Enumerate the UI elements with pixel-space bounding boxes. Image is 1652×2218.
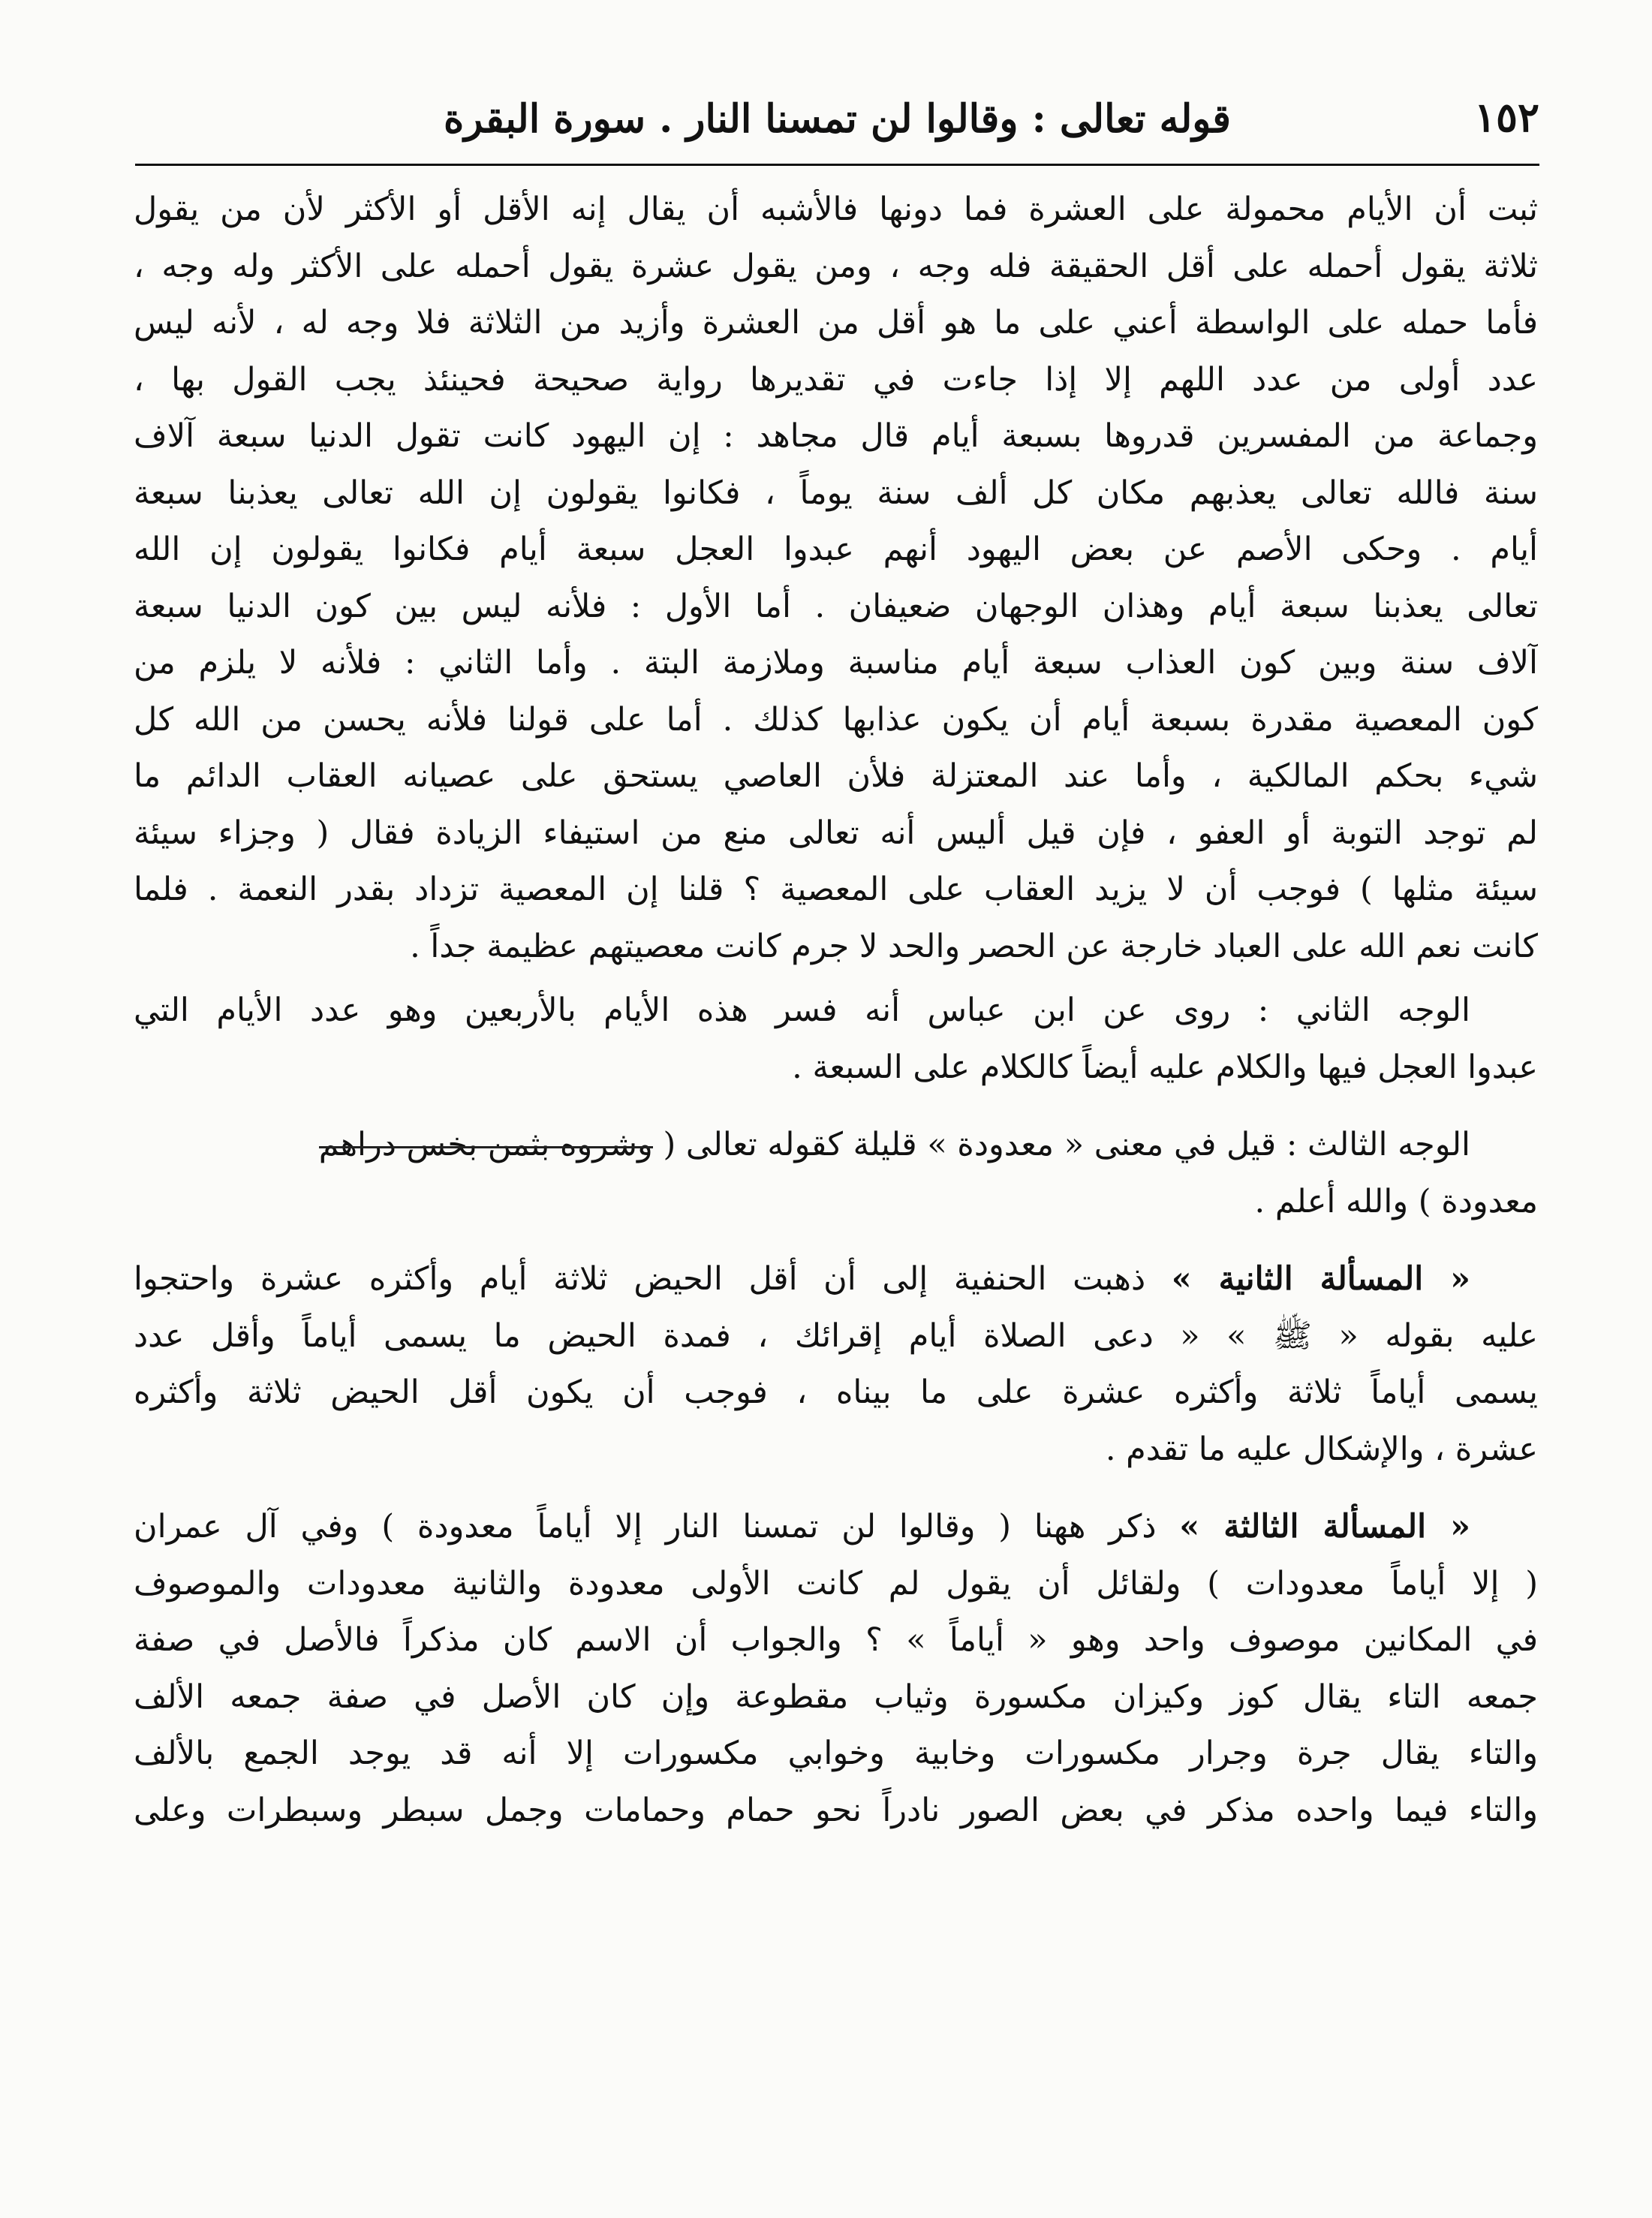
text-line: الوجه الثاني : روى عن ابن عباس أنه فسر هذه الأيام بالأربعين وهو عدد الأيام التي [134,992,1470,1029]
text-line: وجماعة من المفسرين قدروها بسبعة أيام قال مجاهد : إن اليهود كانت تقول الدنيا سبعة آلاف [134,417,1538,455]
section-marker: « المسألة الثالثة » [1179,1508,1470,1545]
running-title: قوله تعالى : وقالوا لن تمسنا النار . سورة البقرة [443,96,1232,142]
text-line [134,1117,1538,1174]
text-line: والتاء فيما واحده مذكر في بعض الصور نادراً نحو حمام وحمامات وجمل سبطر وسبطرات وعلى [134,1791,1538,1829]
text-line [134,1499,1538,1556]
text-line: جمعه التاء يقال كوز وكيزان مكسورة وثياب مقطوعة وإن كان الأصل في صفة جمعه الألف [134,1678,1538,1716]
paragraph-3 [134,1117,1538,1230]
text-line: عدد أولى من عدد اللهم إلا إذا جاءت في تقديرها رواية صحيحة فحينئذ يجب القول بها ، [134,360,1538,399]
text-line: شيء بحكم المالكية ، وأما عند المعتزلة فلأن العاصي يستحق على عصيانه العقاب الدائم ما [134,757,1538,795]
paragraph-5 [134,1499,1538,1839]
text-line: فأما حمله على الواسطة أعني على ما هو أقل من العشرة وأزيد من الثلاثة فلا وجه له ، لأنه ليس [134,304,1538,342]
page-body [134,182,1538,2203]
text-line: تعالى يعذبنا سبعة أيام وهذان الوجهان ضعيفان . أما الأول : فلأنه ليس بين كون الدنيا سبعة [134,587,1538,625]
text-line: ( إلا أياماً معدودات ) ولقائل أن يقول لم كانت الأولى معدودة والثانية معدودات والموصوف [134,1564,1538,1603]
text-line: سنة فالله تعالى يعذبهم مكان كل ألف سنة يوماً ، فكانوا يقولون إن الله تعالى يعذبنا سبعة [134,474,1538,512]
section-marker: « المسألة الثانية » [1171,1260,1470,1298]
text-line: عبدوا العجل فيها والكلام عليه أيضاً كالكلام على السبعة . [792,1048,1538,1086]
text-line: كون المعصية مقدرة بسبعة أيام أن يكون عذابها كذلك . أما على قولنا فلأنه يحسن من الله كل [134,700,1538,739]
page-number: ١٥٢ [1473,93,1539,141]
paragraph-4 [134,1251,1538,1478]
line-rest: ذهبت الحنفية إلى أن أقل الحيض ثلاثة أيام وأكثره عشرة واحتجوا [134,1260,1172,1298]
paragraph-2 [134,983,1538,1096]
text-line: آلاف سنة وبين كون العذاب سبعة أيام مناسبة وملازمة البتة . وأما الثاني : فلأنه لا يلزم من [134,644,1538,682]
struck-text: وشروه بثمن بخس دراهم [318,1126,653,1163]
text-line: عشرة ، والإشكال عليه ما تقدم . [1105,1430,1538,1468]
text-line: ثلاثة يقول أحمله على أقل الحقيقة فله وجه ، ومن يقول عشرة يقول أحمله على الأكثر وله وجه ، [134,247,1538,285]
text-line: أيام . وحكى الأصم عن بعض اليهود أنهم عبدوا العجل سبعة أيام فكانوا يقولون إن الله [134,531,1538,568]
line-rest: ذكر ههنا ( وقالوا لن تمسنا النار إلا أياماً معدودة ) وفي آل عمران [134,1508,1180,1545]
text-line: في المكانين موصوف واحد وهو « أياماً » ؟ والجواب أن الاسم كان مذكراً فالأصل في صفة [134,1621,1538,1659]
paragraph-1 [134,182,1538,975]
text-line: كانت نعم الله على العباد خارجة عن الحصر والحد لا جرم كانت معصيتهم عظيمة جداً . [410,927,1538,965]
page-header [135,90,1539,158]
text-line: ثبت أن الأيام محمولة على العشرة فما دونها فالأشبه أن يقال إنه الأقل أو الأكثر لأن من يقول [134,191,1538,228]
text-line: سيئة مثلها ) فوجب أن لا يزيد العقاب على المعصية ؟ قلنا إن المعصية تزداد بقدر النعمة . فلما [134,871,1538,908]
text-line: معدودة ) والله أعلم . [1254,1182,1538,1220]
header-rule [135,164,1539,166]
text-line [134,1251,1538,1308]
line-lead: الوجه الثالث : قيل في معنى « معدودة » قليلة كقوله تعالى ( [652,1126,1470,1163]
text-line: والتاء يقال جرة وجرار مكسورات وخابية وخوابي مكسورات إلا أنه قد يوجد الجمع بالألف [134,1735,1538,1772]
text-line: يسمى أياماً ثلاثة وأكثره عشرة على ما بيناه ، فوجب أن يكون أقل الحيض ثلاثة وأكثره [134,1374,1538,1411]
text-line: لم توجد التوبة أو العفو ، فإن قيل أليس أنه تعالى منع من استيفاء الزيادة فقال ( وجزاء سيئة [134,814,1538,852]
text-line: عليه بقوله « ﷺ » « دعى الصلاة أيام إقرائك ، فمدة الحيض ما يسمى أياماً وأقل عدد [134,1317,1538,1355]
